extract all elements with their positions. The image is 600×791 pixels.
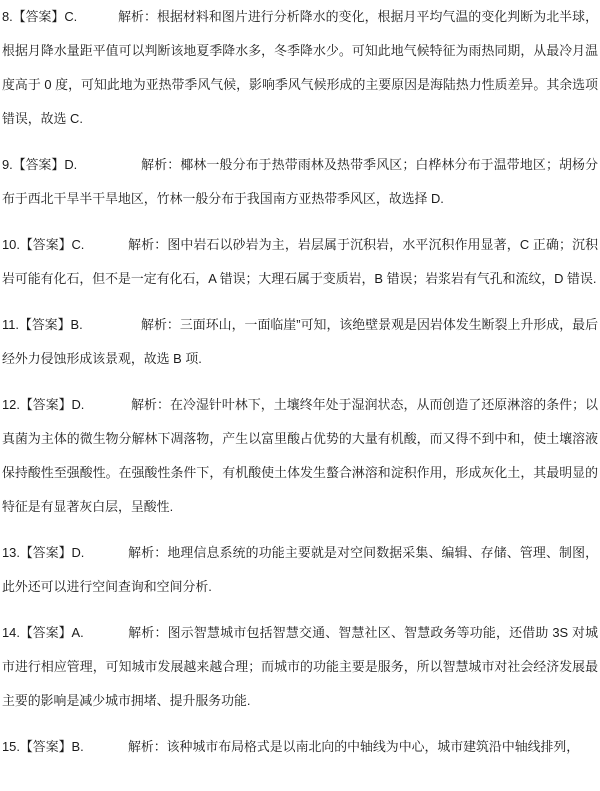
answer-item-9 xyxy=(2,148,598,216)
analysis-tag: 解析： xyxy=(128,739,167,754)
analysis-tag: 解析： xyxy=(131,397,170,412)
answer-item-13 xyxy=(2,536,598,604)
answer-letter: B. xyxy=(70,317,83,332)
analysis-text: 地理信息系统的功能主要就是对空间数据采集、编辑、存储、管理、制图，此外还可以进行空间查询和空间分析. xyxy=(2,545,599,594)
analysis-tag: 解析： xyxy=(141,157,181,172)
answer-tag: 【答案】 xyxy=(19,545,72,560)
answer-label xyxy=(2,0,118,34)
answer-letter: D. xyxy=(64,157,78,172)
answer-letter: D. xyxy=(71,545,85,560)
answer-label xyxy=(2,616,128,650)
analysis-text: 在冷湿针叶林下，土壤终年处于湿润状态，从而创造了还原淋溶的条件；以真菌为主体的微生物分解林下凋落物，产生以富里酸占优势的大量有机酸，而又得不到中和，使土壤溶液保持酸性至强酸性。在强酸性条件下，有机酸使土体发生螯合淋溶和淀积作用，形成灰化土，其最明显的特征是有显著灰白层，呈酸性. xyxy=(2,397,599,514)
analysis-text: 三面环山，一面临崖”可知，该绝壁景观是因岩体发生断裂上升形成，最后经外力侵蚀形成该景观，故选 B 项. xyxy=(2,317,598,366)
answer-letter: B. xyxy=(71,739,84,754)
answer-item-15 xyxy=(2,730,598,764)
answer-label xyxy=(2,388,131,422)
answer-tag: 【答案】 xyxy=(12,157,65,172)
question-number: 11. xyxy=(2,317,19,332)
answer-item-8 xyxy=(2,0,598,136)
answer-item-10 xyxy=(2,228,598,296)
answer-letter: C. xyxy=(71,237,85,252)
answer-item-12 xyxy=(2,388,598,524)
answer-tag: 【答案】 xyxy=(18,317,71,332)
answer-item-14 xyxy=(2,616,598,718)
question-number: 10. xyxy=(2,237,20,252)
answer-tag: 【答案】 xyxy=(12,9,65,24)
answer-tag: 【答案】 xyxy=(19,739,72,754)
question-number: 14. xyxy=(2,625,20,640)
question-number: 8. xyxy=(2,9,13,24)
analysis-tag: 解析： xyxy=(128,545,168,560)
answer-label xyxy=(2,536,128,570)
question-number: 13. xyxy=(2,545,20,560)
answer-item-11 xyxy=(2,308,598,376)
answer-letter: C. xyxy=(64,9,78,24)
analysis-tag: 解析： xyxy=(128,625,168,640)
answer-letter: A. xyxy=(71,625,84,640)
analysis-text: 根据材料和图片进行分析降水的变化，根据月平均气温的变化判断为北半球，根据月降水量距平值可以判断该地夏季降水多，冬季降水少。可知此地气候特征为雨热同期，从最冷月温度高于 0 度，可知此地为亚热带季风气候，影响季风气候形成的主要原因是海陆热力性质差异。其余选项错误，故选 C. xyxy=(2,9,599,126)
analysis-text: 图示智慧城市包括智慧交通、智慧社区、智慧政务等功能，还借助 3S 对城市进行相应管理，可知城市发展越来越合理；而城市的功能主要是服务，所以智慧城市对社会经济发展最主要的影响是减少城市拥堵、提升服务功能. xyxy=(2,625,598,708)
answer-label xyxy=(2,228,128,262)
analysis-text: 该种城市布局格式是以南北向的中轴线为中心，城市建筑沿中轴线排列， xyxy=(166,739,580,754)
question-number: 9. xyxy=(2,157,13,172)
analysis-tag: 解析： xyxy=(141,317,180,332)
answer-tag: 【答案】 xyxy=(19,625,72,640)
analysis-tag: 解析： xyxy=(128,237,168,252)
answer-label xyxy=(2,308,141,342)
answer-tag: 【答案】 xyxy=(19,397,72,412)
analysis-text: 图中岩石以砂岩为主，岩层属于沉积岩，水平沉积作用显著，C 正确；沉积岩可能有化石，但不是一定有化石，A 错误；大理石属于变质岩，B 错误；岩浆岩有气孔和流纹，D 错误. xyxy=(2,237,599,286)
answer-label xyxy=(2,730,128,764)
question-number: 15. xyxy=(2,739,20,754)
analysis-text: 椰林一般分布于热带雨林及热带季风区；白桦林分布于温带地区；胡杨分布于西北干旱半干旱地区，竹林一般分布于我国南方亚热带季风区，故选择 D. xyxy=(2,157,599,206)
question-number: 12. xyxy=(2,397,20,412)
answer-tag: 【答案】 xyxy=(19,237,72,252)
answer-label xyxy=(2,148,141,182)
answer-letter: D. xyxy=(71,397,85,412)
analysis-tag: 解析： xyxy=(118,9,158,24)
